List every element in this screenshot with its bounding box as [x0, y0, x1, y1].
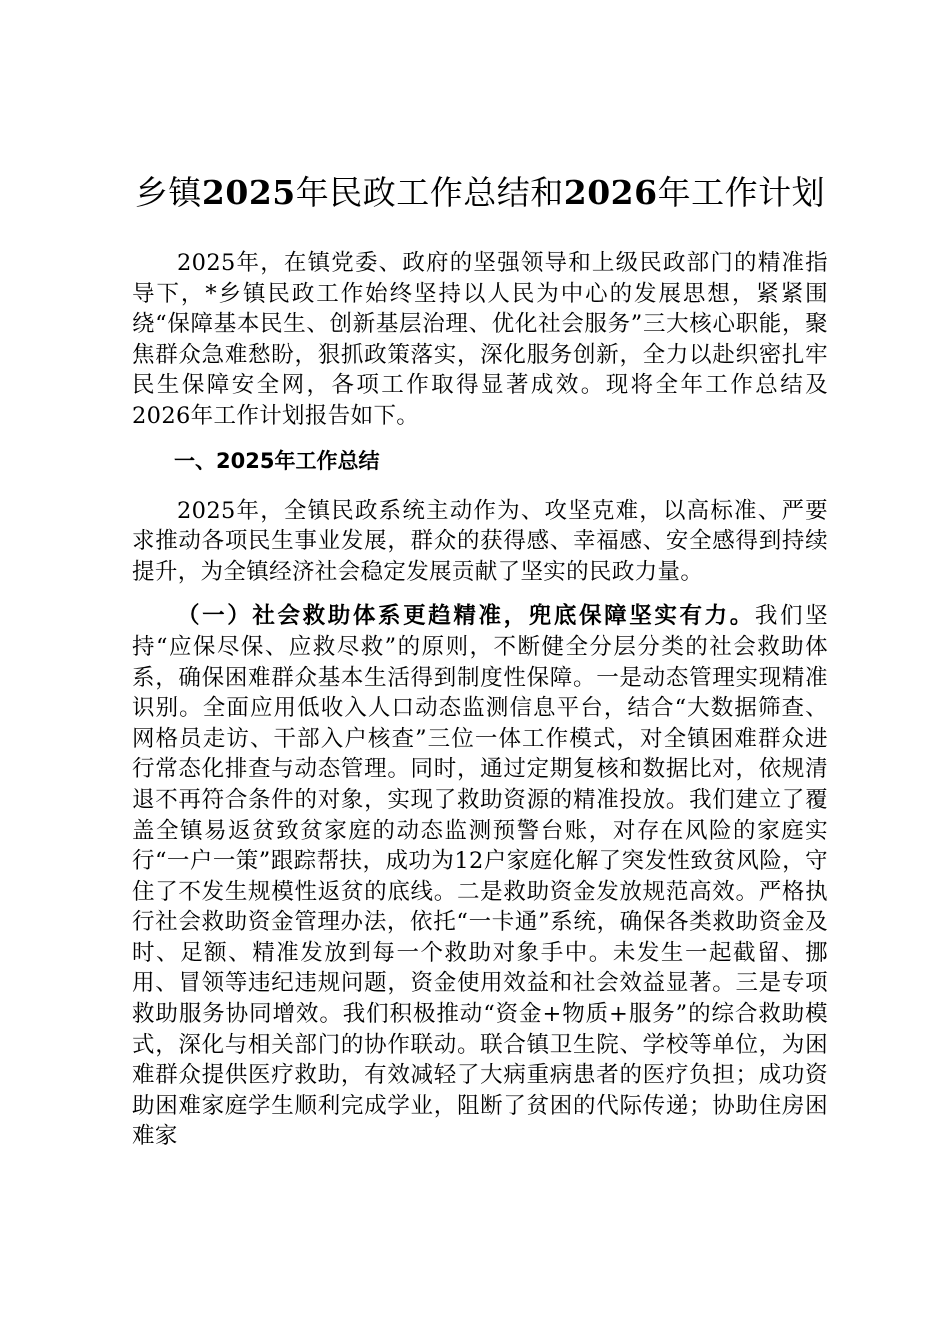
- title-year-2025: 2025: [201, 173, 296, 212]
- subsection-1-lead: （一）社会救助体系更趋精准，兜底保障坚实有力。: [177, 603, 755, 630]
- title-part-1: 乡镇: [134, 173, 202, 212]
- document-title: [132, 170, 828, 216]
- title-year-2026: 2026: [563, 173, 658, 212]
- title-part-3: 年工作计划: [657, 173, 826, 212]
- subsection-1-paragraph: [132, 601, 828, 1152]
- title-part-2: 年民政工作总结和: [295, 173, 564, 212]
- section-1-paragraph: 2025年，全镇民政系统主动作为、攻坚克难，以高标准、严要求推动各项民生事业发展，群众的获得感、幸福感、安全感得到持续提升，为全镇经济社会稳定发展贡献了坚实的民政力量。: [132, 497, 828, 585]
- intro-paragraph: 2025年，在镇党委、政府的坚强领导和上级民政部门的精准指导下，*乡镇民政工作始终坚持以人民为中心的发展思想，紧紧围绕“保障基本民生、创新基层治理、优化社会服务”三大核心职能，聚焦群众急难愁盼，狠抓政策落实，深化服务创新，全力以赴织密扎牢民生保障安全网，各项工作取得显著成效。现将全年工作总结及2026年工作计划报告如下。: [132, 250, 828, 429]
- subsection-1-body: 我们坚持“应保尽保、应救尽救”的原则，不断健全分层分类的社会救助体系，确保困难群众基本生活得到制度性保障。一是动态管理实现精准识别。全面应用低收入人口动态监测信息平台，结合“大数据筛查、网格员走访、干部入户核查”三位一体工作模式，对全镇困难群众进行常态化排查与动态管理。同时，通过定期复核和数据比对，依规清退不再符合条件的对象，实现了救助资源的精准投放。我们建立了覆盖全镇易返贫致贫家庭的动态监测预警台账，对存在风险的家庭实行“一户一策”跟踪帮扶，成功为12户家庭化解了突发性致贫风险，守住了不发生规模性返贫的底线。二是救助资金发放规范高效。严格执行社会救助资金管理办法，依托“一卡通”系统，确保各类救助资金及时、足额、精准发放到每一个救助对象手中。未发生一起截留、挪用、冒领等违纪违规问题，资金使用效益和社会效益显著。三是专项救助服务协同增效。我们积极推动“资金+物质+服务”的综合救助模式，深化与相关部门的协作联动。联合镇卫生院、学校等单位，为困难群众提供医疗救助，有效减轻了大病重病患者的医疗负担；成功资助困难家庭学生顺利完成学业，阻断了贫困的代际传递；协助住房困难家: [132, 603, 828, 1150]
- section-1-heading: 一、2025年工作总结: [174, 448, 380, 473]
